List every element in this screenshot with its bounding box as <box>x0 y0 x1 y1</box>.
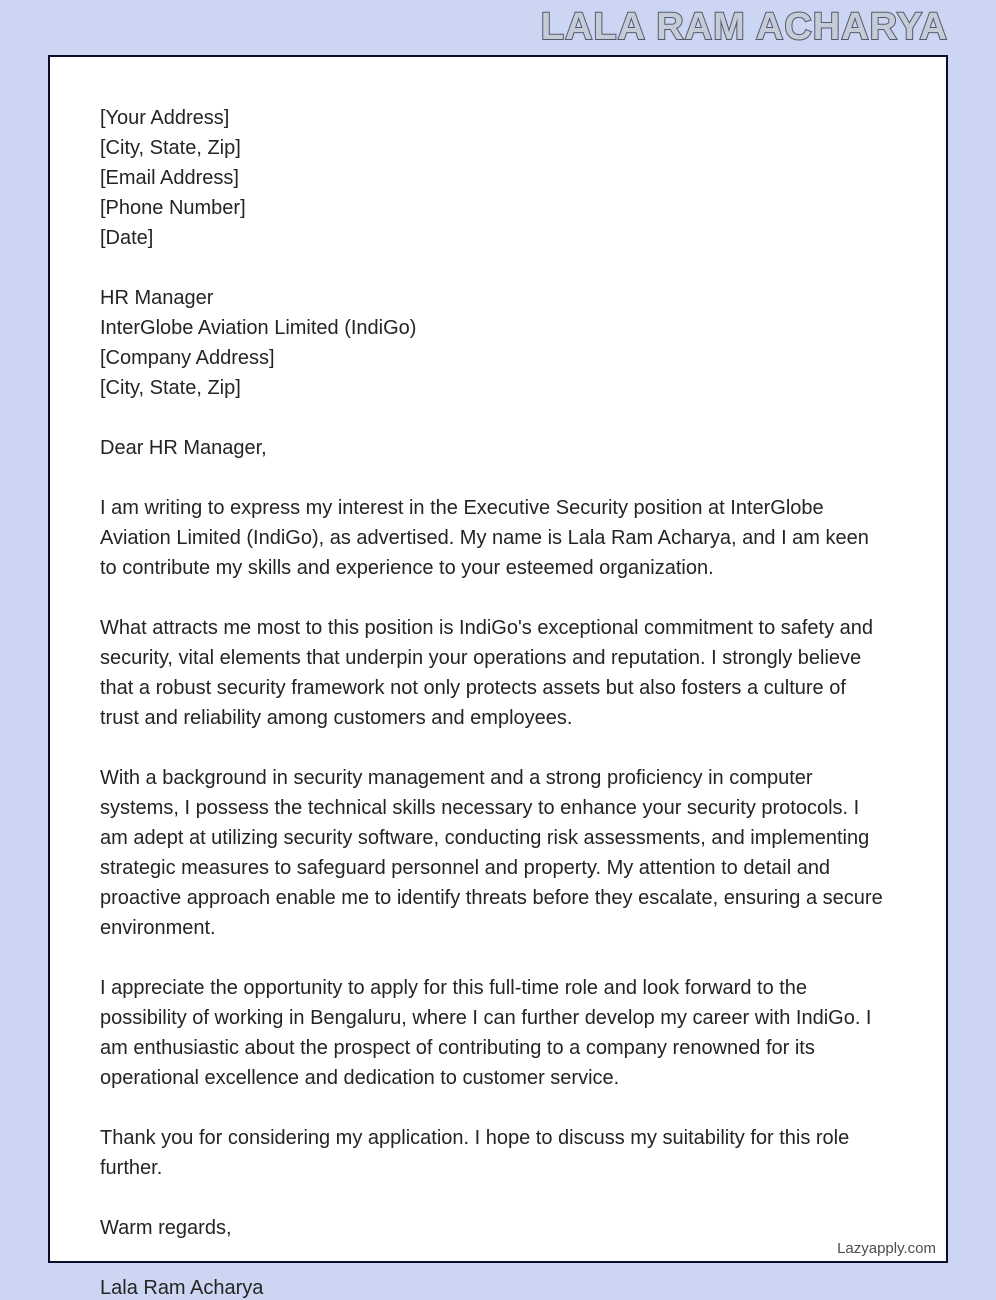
sender-date-line: [Date] <box>100 227 154 249</box>
sender-address-block <box>100 103 886 253</box>
paragraph-motivation: What attracts me most to this position is IndiGo's exceptional commitment to safety and security, vital elements that underpin your operations and reputation. I strongly believe that a robust security framework not only protects assets but also fosters a culture of trust and reliability among customers and employees. <box>100 617 874 729</box>
paragraph-experience: With a background in security management and a strong proficiency in computer systems, I possess the technical skills necessary to enhance your security protocols. I am adept at utilizing security software, conducting risk assessments, and implementing strategic measures to safeguard personnel and property. My attention to detail and proactive approach enable me to identify threats before they escalate, ensuring a secure environment. <box>100 767 883 939</box>
recipient-company-line: InterGlobe Aviation Limited (IndiGo) <box>100 317 417 339</box>
recipient-city-line: [City, State, Zip] <box>100 377 241 399</box>
sender-address-line: [Your Address] <box>100 107 230 129</box>
watermark: Lazyapply.com <box>837 1240 936 1257</box>
recipient-address-line: [Company Address] <box>100 347 275 369</box>
sender-email-line: [Email Address] <box>100 167 239 189</box>
recipient-address-block <box>100 283 886 403</box>
signature-name: Lala Ram Acharya <box>100 1277 264 1299</box>
paragraph-intro: I am writing to express my interest in the Executive Security position at InterGlobe Aviation Limited (IndiGo), as advertised. My name is Lala Ram Acharya, and I am keen to contribute my skills and experience to your esteemed organization. <box>100 497 869 579</box>
closing: Warm regards, <box>100 1217 232 1239</box>
recipient-title-line: HR Manager <box>100 287 214 309</box>
sender-city-line: [City, State, Zip] <box>100 137 241 159</box>
page-header <box>541 6 948 49</box>
letter-panel <box>48 55 948 1299</box>
sender-phone-line: [Phone Number] <box>100 197 246 219</box>
paragraph-role-fit: I appreciate the opportunity to apply for this full-time role and look forward to the possibility of working in Bengaluru, where I can further develop my career with IndiGo. I am enthusiastic about the prospect of contributing to a company renowned for its operational excellence and dedication to customer service. <box>100 977 872 1089</box>
letter-content <box>50 57 946 1300</box>
salutation: Dear HR Manager, <box>100 437 267 459</box>
paragraph-thanks: Thank you for considering my application. I hope to discuss my suitability for this role further. <box>100 1127 850 1179</box>
header-name: LALA RAM ACHARYA <box>540 6 948 48</box>
